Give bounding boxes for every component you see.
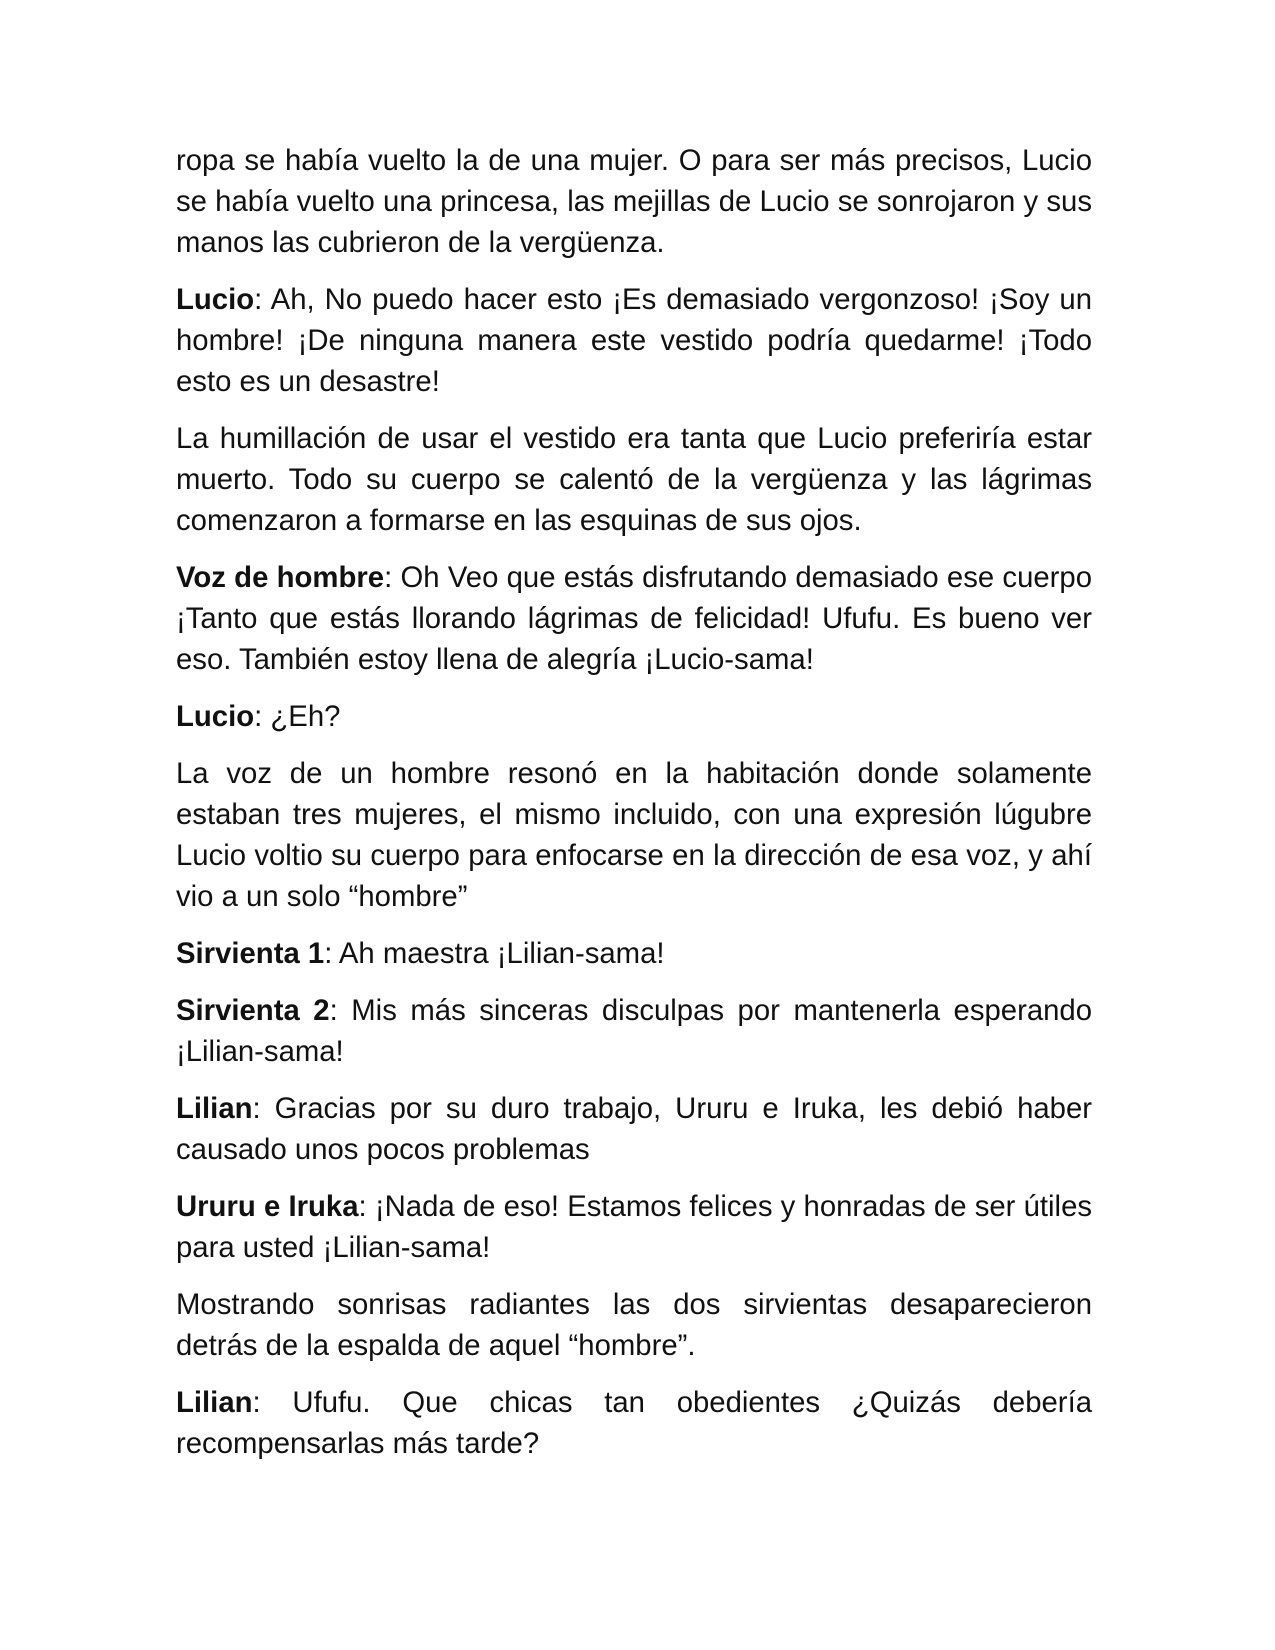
speaker-separator: :	[254, 283, 271, 316]
speaker-separator: :	[252, 1092, 275, 1125]
narration-text: La humillación de usar el vestido era tanta que Lucio preferiría estar muerto. Todo su cuerpo se calentó de la vergüenza y las lágrimas comenzaron a formarse en las esquinas de sus ojos.	[176, 422, 1092, 537]
paragraph-2	[176, 279, 1092, 402]
paragraph-1	[176, 140, 1092, 263]
speaker-separator: :	[252, 1386, 293, 1419]
speaker-separator: :	[329, 994, 352, 1027]
paragraph-9	[176, 1088, 1092, 1170]
speaker-separator: :	[324, 937, 339, 970]
dialogue-text: ¡Nada de eso! Estamos felices y honradas de ser útiles para usted ¡Lilian-sama!	[176, 1190, 1093, 1264]
paragraph-3	[176, 418, 1092, 541]
speaker-name: Lucio	[176, 283, 255, 316]
paragraph-12	[176, 1382, 1092, 1464]
paragraph-4	[176, 557, 1092, 680]
speaker-separator: :	[254, 700, 271, 733]
paragraph-8	[176, 990, 1092, 1072]
speaker-separator: :	[384, 561, 401, 594]
document-page	[176, 140, 1092, 1480]
paragraph-7	[176, 933, 1092, 974]
speaker-name: Ururu e Iruka	[176, 1190, 359, 1223]
paragraph-5	[176, 696, 1092, 737]
dialogue-text: Ufufu. Que chicas tan obedientes ¿Quizás debería recompensarlas más tarde?	[176, 1386, 1092, 1460]
speaker-separator: :	[358, 1190, 375, 1223]
paragraph-11	[176, 1284, 1092, 1366]
speaker-name: Sirvienta 2	[176, 994, 330, 1027]
speaker-name: Voz de hombre	[176, 561, 385, 594]
dialogue-text: ¿Eh?	[270, 700, 341, 733]
speaker-name: Lilian	[176, 1092, 253, 1125]
narration-text: La voz de un hombre resonó en la habitación donde solamente estaban tres mujeres, el mismo incluido, con una expresión lúgubre Lucio voltio su cuerpo para enfocarse en la dirección de esa voz, y ahí vio a un solo “hombre”	[176, 757, 1092, 913]
speaker-name: Lilian	[176, 1386, 253, 1419]
paragraph-6	[176, 753, 1092, 917]
paragraph-10	[176, 1186, 1092, 1268]
narration-text: ropa se había vuelto la de una mujer. O para ser más precisos, Lucio se había vuelto una princesa, las mejillas de Lucio se sonrojaron y sus manos las cubrieron de la vergüenza.	[176, 144, 1092, 259]
speaker-name: Sirvienta 1	[176, 937, 325, 970]
dialogue-text: Oh Veo que estás disfrutando demasiado ese cuerpo ¡Tanto que estás llorando lágrimas de felicidad! Ufufu. Es bueno ver eso. También estoy llena de alegría ¡Lucio-sama!	[176, 561, 1092, 676]
dialogue-text: Gracias por su duro trabajo, Ururu e Iruka, les debió haber causado unos pocos problemas	[176, 1092, 1093, 1166]
speaker-name: Lucio	[176, 700, 255, 733]
dialogue-text: Mis más sinceras disculpas por mantenerla esperando ¡Lilian-sama!	[176, 994, 1093, 1068]
dialogue-text: Ah, No puedo hacer esto ¡Es demasiado vergonzoso! ¡Soy un hombre! ¡De ninguna manera este vestido podría quedarme! ¡Todo esto es un desastre!	[176, 283, 1092, 398]
narration-text: Mostrando sonrisas radiantes las dos sirvientas desaparecieron detrás de la espalda de aquel “hombre”.	[176, 1288, 1092, 1362]
dialogue-text: Ah maestra ¡Lilian-sama!	[338, 937, 665, 970]
